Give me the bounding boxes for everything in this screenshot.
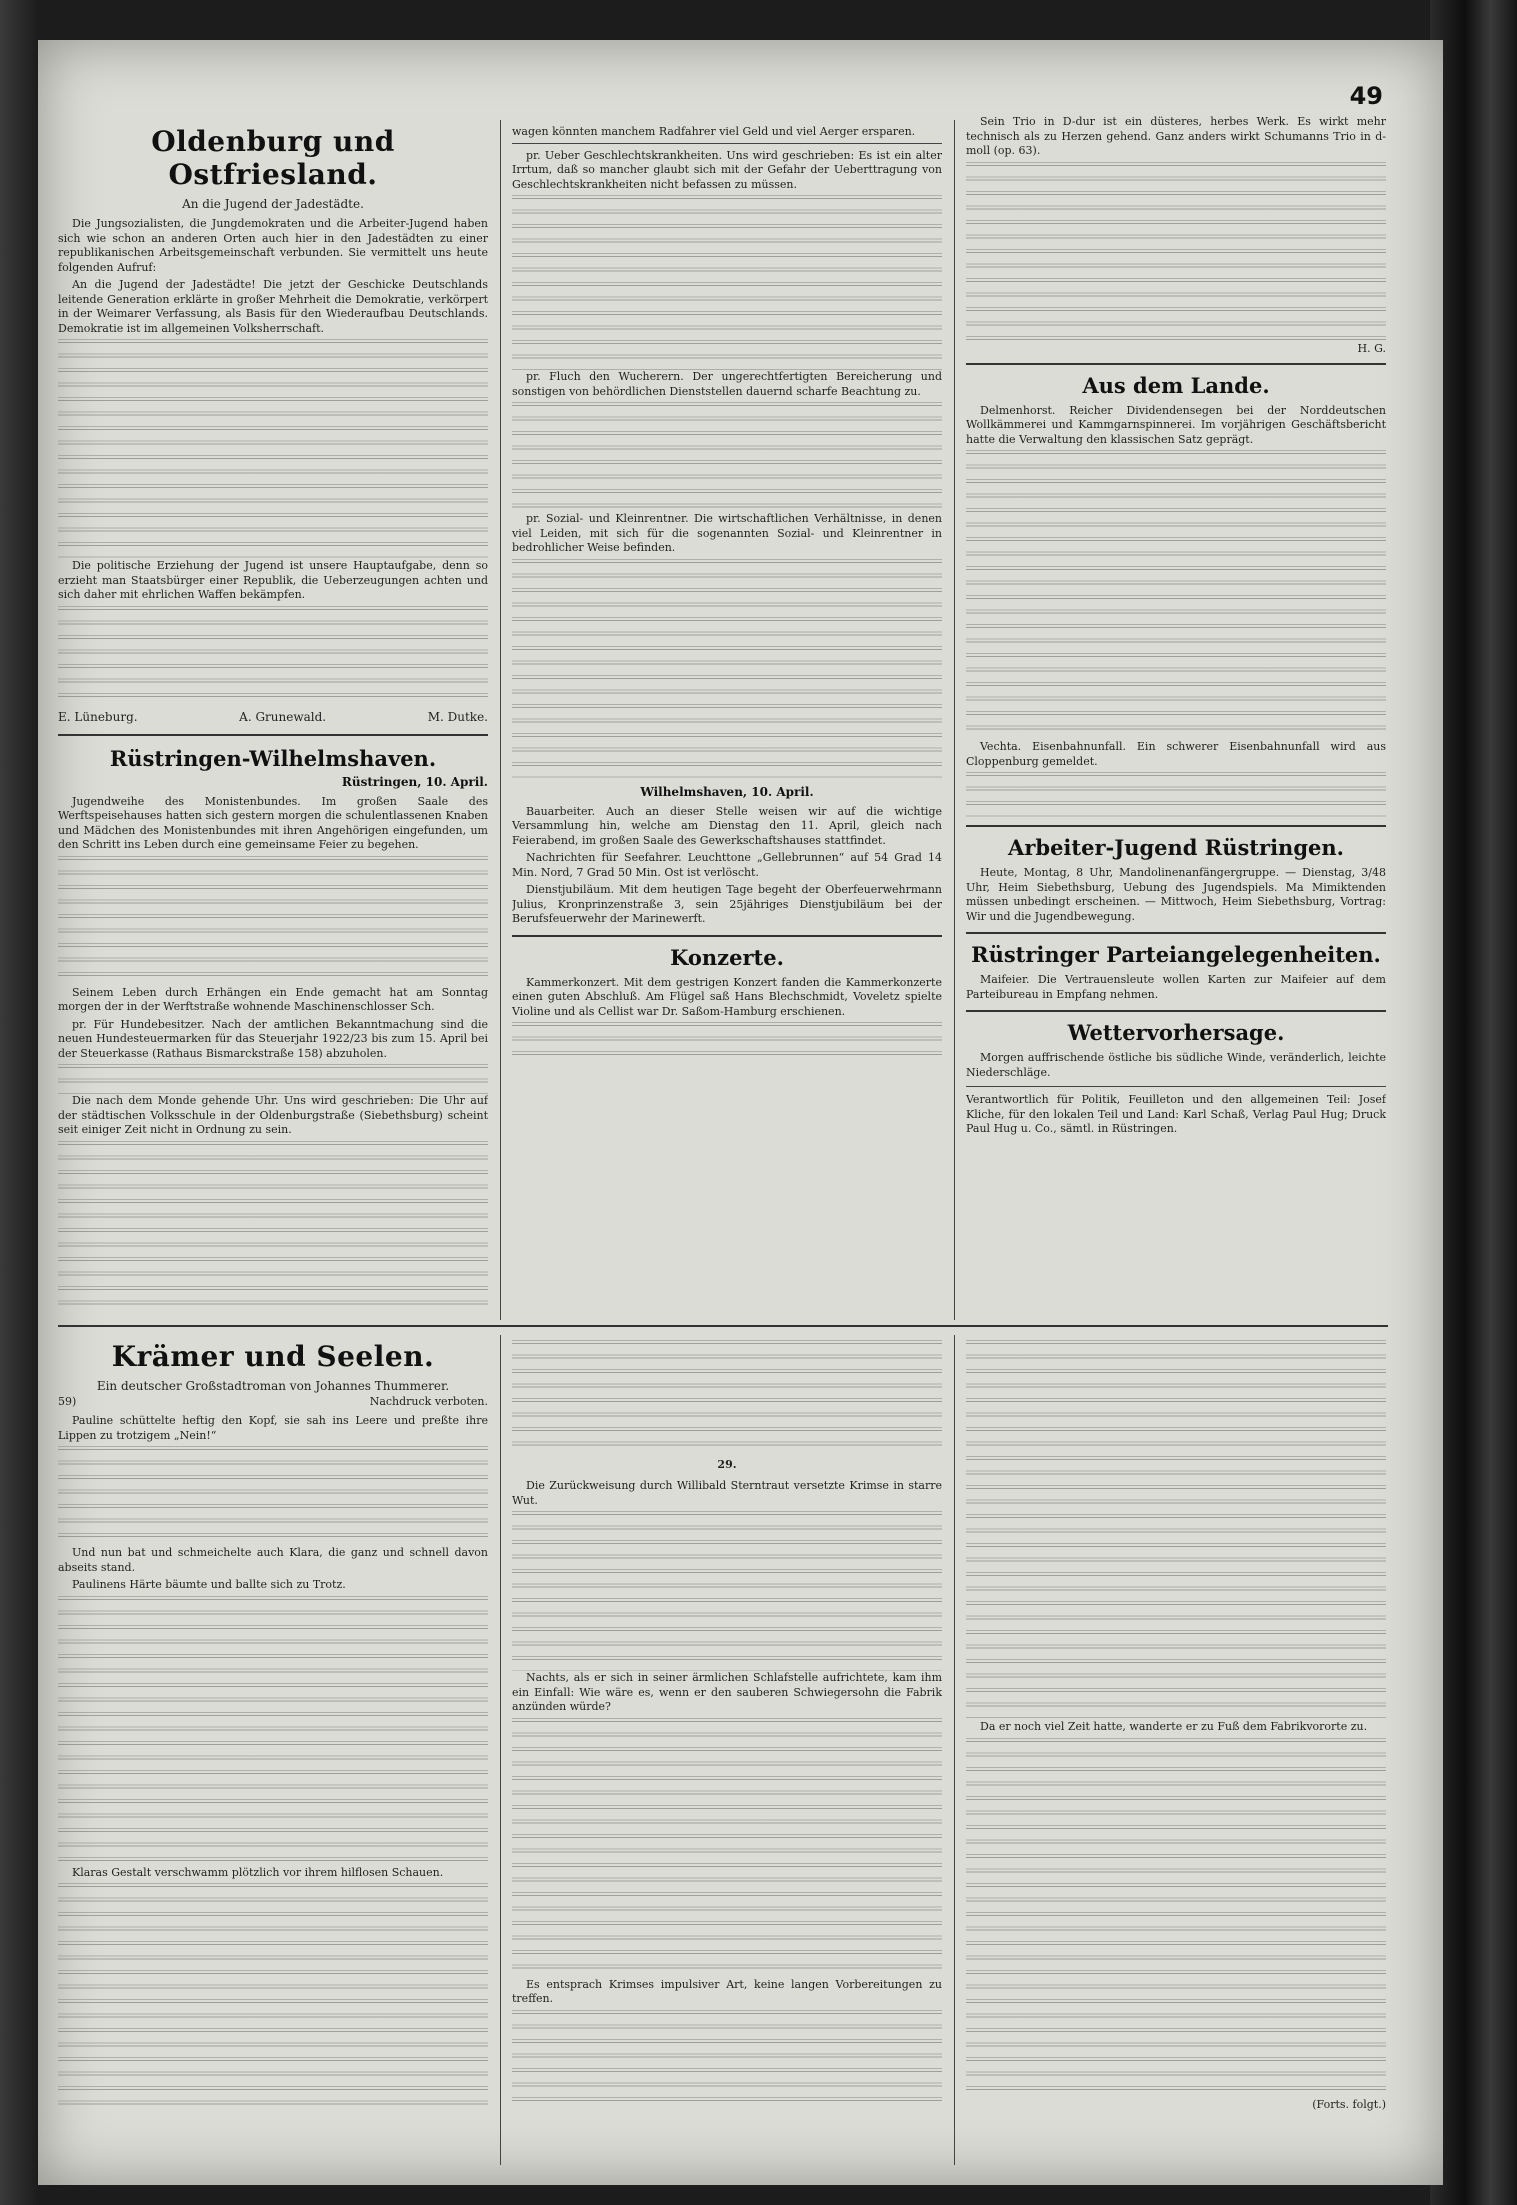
feuilleton-separator bbox=[58, 1325, 1388, 1327]
text-block bbox=[966, 772, 1386, 817]
dateline: Rüstringen, 10. April. bbox=[341, 774, 488, 789]
article-paragraph: Dienstjubiläum. Mit dem heutigen Tage begeht der Oberfeuerwehrmann Julius, Kronprinzenstraße 3, sein 25jähriges Dienstjubiläum bei der Berufsfeuerwehr der Marinewerft. bbox=[512, 883, 942, 925]
headline-ruestringen: Rüstringen-Wilhelmshaven. bbox=[109, 745, 437, 771]
text-block bbox=[966, 162, 1386, 342]
article-paragraph: Nachrichten für Seefahrer. Leuchttone „Gellebrunnen“ auf 54 Grad 14 Min. Nord, 7 Grad 50 Min. Ost ist verlöscht. bbox=[512, 851, 942, 879]
chapter-number: 29. bbox=[717, 1458, 737, 1471]
text-block bbox=[512, 1340, 942, 1450]
text-block bbox=[58, 1596, 488, 1866]
column-3 bbox=[966, 115, 1386, 1315]
headline-kraemer-und-seelen: Krämer und Seelen. bbox=[111, 1340, 435, 1373]
column-rule bbox=[500, 1335, 501, 2165]
novel-paragraph: Da er noch viel Zeit hatte, wanderte er zu Fuß dem Fabrikvororte zu. bbox=[980, 1720, 1368, 1733]
column-1 bbox=[58, 125, 488, 1315]
section-divider bbox=[58, 734, 488, 736]
headline-arbeiter-jugend: Arbeiter-Jugend Rüstringen. bbox=[1008, 835, 1344, 860]
novel-paragraph: Die Zurückweisung durch Willibald Sterntraut versetzte Krimse in starre Wut. bbox=[512, 1479, 942, 1507]
signature: A. Grunewald. bbox=[239, 709, 327, 724]
text-block bbox=[58, 1883, 488, 2113]
article-paragraph: Kammerkonzert. Mit dem gestrigen Konzert fanden die Kammerkonzerte einen guten Abschluß. Am Flügel saß Hans Blechschmidt, Voveletz spielte Violine und als Cellist war Dr. Saßom-Hamburg erschienen. bbox=[512, 975, 942, 1018]
author-initials: H. G. bbox=[1357, 341, 1386, 355]
article-paragraph: Die politische Erziehung der Jugend ist unsere Hauptaufgabe, denn so erzieht man Staatsbürger einer Republik, die Ueberzeugungen achten und sich daher mit ehrlichen Waffen bekämpfen. bbox=[58, 559, 488, 601]
novel-paragraph: Klaras Gestalt verschwamm plötzlich vor ihrem hilflosen Schauen. bbox=[72, 1865, 444, 1879]
section-divider bbox=[966, 363, 1386, 365]
novel-paragraph: Es entsprach Krimses impulsiver Art, keine langen Vorbereitungen zu treffen. bbox=[512, 1977, 942, 2005]
text-block bbox=[512, 2010, 942, 2110]
text-block bbox=[512, 559, 942, 779]
binding-left-edge bbox=[0, 0, 38, 2205]
page-number: 49 bbox=[1349, 82, 1383, 110]
article-paragraph: pr. Sozial- und Kleinrentner. Die wirtschaftlichen Verhältnisse, in denen viel Leiden, mit sich für die sogenannten Sozial- und Kleinrentner in bedrohlicher Weise befinden. bbox=[512, 512, 942, 554]
book-spine bbox=[1430, 0, 1517, 2205]
reprint-notice: Nachdruck verboten. bbox=[369, 1395, 488, 1408]
text-block bbox=[966, 450, 1386, 740]
divider bbox=[966, 1086, 1386, 1087]
section-divider bbox=[966, 825, 1386, 827]
headline-parteiangelegenheiten: Rüstringer Parteiangelegenheiten. bbox=[971, 942, 1381, 967]
subheadline-jugend: An die Jugend der Jadestädte. bbox=[182, 197, 364, 211]
article-paragraph: An die Jugend der Jadestädte! Die jetzt der Geschicke Deutschlands leitende Generation erklärte in großer Mehrheit die Demokratie, verkörpert in der Weimarer Verfassung, als Basis für den Wiederaufbau Deutschlands. Demokratie ist im allgemeinen Volksherrschaft. bbox=[58, 278, 488, 335]
headline-konzerte: Konzerte. bbox=[670, 944, 784, 970]
section-divider bbox=[966, 932, 1386, 934]
article-paragraph: Delmenhorst. Reicher Dividendensegen bei der Norddeutschen Wollkämmerei und Kammgarnspinnerei. Im vorjährigen Geschäftsbericht hatte die Verwaltung den klassischen Satz geprägt. bbox=[966, 403, 1386, 446]
divider bbox=[512, 143, 942, 144]
article-intro: Die Jungsozialisten, die Jungdemokraten und die Arbeiter-Jugend haben sich wie schon an anderen Orten auch hier in den Jadestädten zu einer republikanischen Arbeitsgemeinschaft verbunden. Sie vermittelt uns heute folgenden Aufruf: bbox=[58, 217, 488, 274]
text-block bbox=[966, 1340, 1386, 1720]
text-block bbox=[512, 195, 942, 370]
signatures bbox=[58, 710, 488, 724]
section-divider bbox=[512, 935, 942, 937]
novel-meta bbox=[58, 1395, 488, 1408]
imprint: Verantwortlich für Politik, Feuilleton und den allgemeinen Teil: Josef Kliche, für den lokalen Teil und Land: Karl Schaß, Verlag Paul Hug; Druck Paul Hug u. Co., sämtl. in Rüstringen. bbox=[966, 1093, 1386, 1135]
article-paragraph: Sein Trio in D-dur ist ein düsteres, herbes Werk. Es wirkt mehr technisch als zu Herzen gehend. Ganz anders wirkt Schumanns Trio in d-moll (op. 63). bbox=[966, 115, 1386, 157]
article-paragraph: Die nach dem Monde gehende Uhr. Uns wird geschrieben: Die Uhr auf der städtischen Volksschule in der Oldenburgstraße (Siebethsburg) scheint seit einiger Zeit nicht in Ordnung zu sein. bbox=[58, 1094, 488, 1136]
article-paragraph: wagen könnten manchem Radfahrer viel Geld und viel Aerger ersparen. bbox=[512, 125, 916, 138]
column-rule bbox=[954, 1335, 955, 2165]
signature: E. Lüneburg. bbox=[58, 709, 138, 724]
feuilleton-column-3 bbox=[966, 1340, 1386, 2170]
continued-note: (Forts. folgt.) bbox=[1312, 2097, 1386, 2111]
text-block bbox=[966, 1738, 1386, 2098]
signature: M. Dutke. bbox=[427, 709, 488, 724]
text-block bbox=[58, 1141, 488, 1311]
article-paragraph: Maifeier. Die Vertrauensleute wollen Karten zur Maifeier auf dem Parteibureau in Empfang nehmen. bbox=[966, 973, 1386, 1001]
novel-subtitle: Ein deutscher Großstadtroman von Johannes Thummerer. bbox=[96, 1379, 450, 1393]
article-paragraph: Jugendweihe des Monistenbundes. Im großen Saale des Werftspeisehauses hatten sich gestern morgen die schulentlassenen Knaben und Mädchen des Monistenbundes mit ihren Angehörigen eingefunden, um den Schritt ins Leben durch eine gemeinsame Feier zu begehen. bbox=[58, 794, 488, 851]
novel-paragraph: Pauline schüttelte heftig den Kopf, sie sah ins Leere und preßte ihre Lippen zu trotzigem „Nein!“ bbox=[58, 1414, 488, 1442]
text-block bbox=[512, 1022, 942, 1062]
column-rule bbox=[500, 120, 501, 1320]
feuilleton-column-2 bbox=[512, 1340, 942, 2170]
column-2 bbox=[512, 125, 942, 1315]
text-block bbox=[58, 339, 488, 559]
text-block bbox=[58, 1446, 488, 1546]
article-paragraph: pr. Für Hundebesitzer. Nach der amtlichen Bekanntmachung sind die neuen Hundesteuermarken für das Steuerjahr 1922/23 bis zum 15. April bei der Steuerkasse (Rathaus Bismarckstraße 158) abzuholen. bbox=[58, 1017, 488, 1060]
newspaper-page bbox=[38, 40, 1443, 2185]
article-paragraph: Heute, Montag, 8 Uhr, Mandolinenanfängergruppe. — Dienstag, 3/48 Uhr, Heim Siebethsburg, Uebung des Jugendspiels. Ma Mimiktenden müssen unbedingt erscheinen. — Mittwoch, Heim Siebethsburg, Vortrag: Wir und die Jugendbewegung. bbox=[966, 866, 1386, 923]
article-paragraph: Seinem Leben durch Erhängen ein Ende gemacht hat am Sonntag morgen der in der Werftstraße wohnende Maschinenschlosser Sch. bbox=[58, 985, 488, 1013]
article-paragraph: pr. Ueber Geschlechtskrankheiten. Uns wird geschrieben: Es ist ein alter Irrtum, daß so mancher glaubt sich mit der Gefahr der Ueberttragung von Geschlechtskrankheiten nicht befassen zu müssen. bbox=[512, 148, 942, 191]
headline-wettervorhersage: Wettervorhersage. bbox=[1067, 1020, 1285, 1045]
dateline: Wilhelmshaven, 10. April. bbox=[640, 784, 814, 799]
text-block bbox=[512, 1718, 942, 1978]
novel-paragraph: Und nun bat und schmeichelte auch Klara, die ganz und schnell davon abseits stand. bbox=[58, 1546, 488, 1574]
article-paragraph: Bauarbeiter. Auch an dieser Stelle weisen wir auf die wichtige Versammlung hin, welche am Dienstag den 11. April, gleich nach Feierabend, im großen Saale des Gewerkschaftshauses stattfindet. bbox=[512, 804, 942, 847]
novel-paragraph: Paulinens Härte bäumte und ballte sich zu Trotz. bbox=[72, 1578, 346, 1591]
column-rule bbox=[954, 120, 955, 1320]
text-block bbox=[58, 856, 488, 986]
article-paragraph: Morgen auffrischende östliche bis südliche Winde, veränderlich, leichte Niederschläge. bbox=[966, 1051, 1386, 1079]
text-block bbox=[512, 402, 942, 512]
text-block bbox=[58, 606, 488, 706]
feuilleton-column-1 bbox=[58, 1340, 488, 2170]
article-paragraph: Vechta. Eisenbahnunfall. Ein schwerer Eisenbahnunfall wird aus Cloppenburg gemeldet. bbox=[966, 740, 1386, 768]
article-paragraph: pr. Fluch den Wucherern. Der ungerechtfertigten Bereicherung und sonstigen von behördlichen Dienststellen dauernd scharfe Beachtung zu. bbox=[512, 370, 942, 398]
headline-oldenburg: Oldenburg und Ostfriesland. bbox=[151, 125, 395, 191]
headline-aus-dem-lande: Aus dem Lande. bbox=[1082, 372, 1270, 398]
text-block bbox=[58, 1064, 488, 1094]
novel-paragraph: Nachts, als er sich in seiner ärmlichen Schlafstelle aufrichtete, kam ihm ein Einfall: Wie wäre es, wenn er den sauberen Schwiegersohn die Fabrik anzünden würde? bbox=[512, 1671, 942, 1713]
installment-number: 59) bbox=[58, 1395, 77, 1408]
section-divider bbox=[966, 1010, 1386, 1012]
text-block bbox=[512, 1511, 942, 1671]
